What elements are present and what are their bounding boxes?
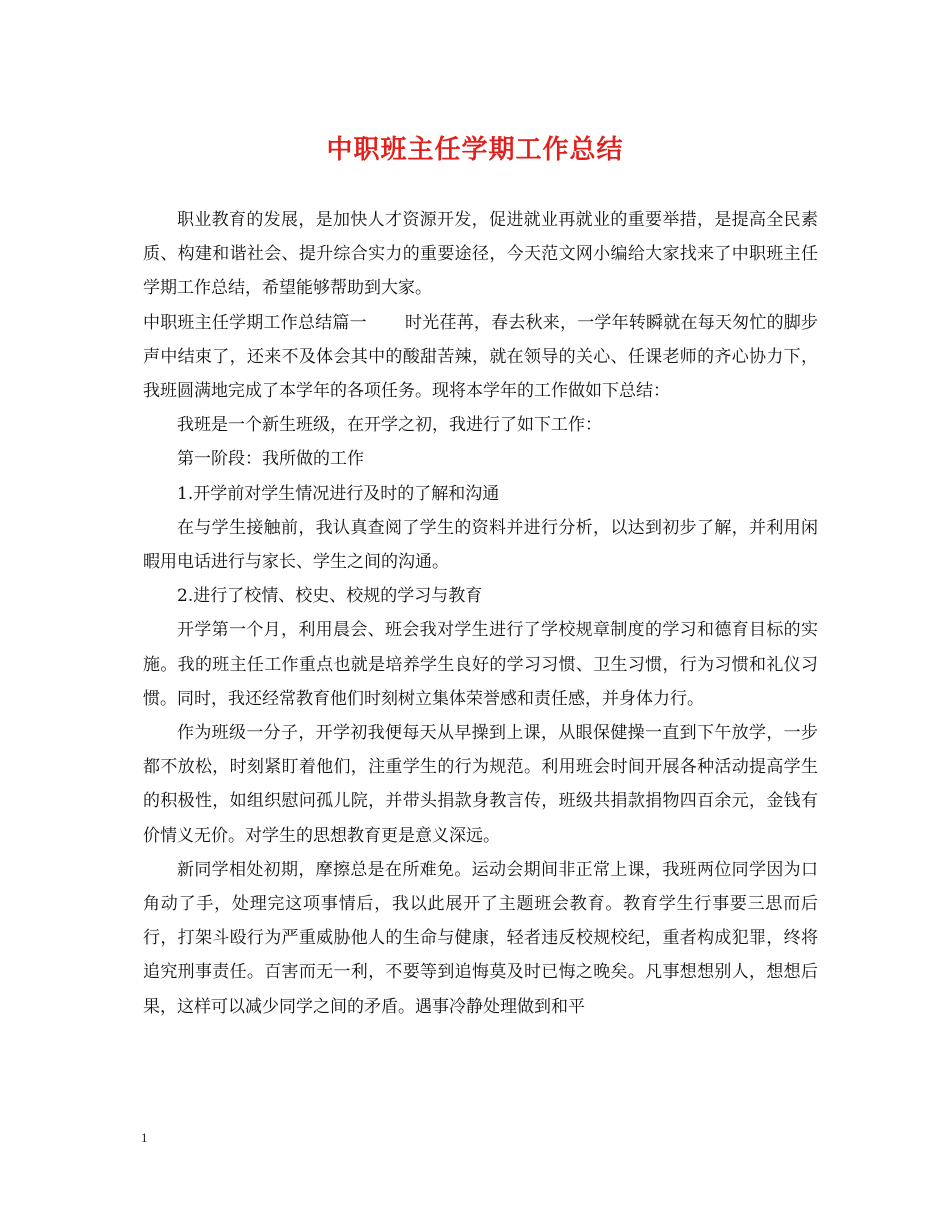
body-paragraph: 在与学生接触前，我认真查阅了学生的资料并进行分析，以达到初步了解，并利用闲暇用电话进行与家长、学生之间的沟通。: [143, 517, 818, 573]
body-paragraph: 我班是一个新生班级，在开学之初，我进行了如下工作：: [177, 415, 602, 436]
body-paragraph: 开学第一个月，利用晨会、班会我对学生进行了学校规章制度的学习和德育目标的实施。我的班主任工作重点也就是培养学生良好的学习习惯、卫生习惯，行为习惯和礼仪习惯。同时，我还经常教育他们时刻树立集体荣誉感和责任感，并身体力行。: [143, 620, 818, 709]
section-heading: 第一阶段：我所做的工作: [177, 449, 364, 470]
list-item-heading: 2.进行了校情、校史、校规的学习与教育: [177, 586, 483, 607]
list-item-heading: 1.开学前对学生情况进行及时的了解和沟通: [177, 483, 500, 504]
body-paragraph: 新同学相处初期，摩擦总是在所难免。运动会期间非正常上课，我班两位同学因为口角动了手，处理完这项事情后，我以此展开了主题班会教育。教育学生行事要三思而后行，打架斗殴行为严重威胁他人的生命与健康，轻者违反校规校纪，重者构成犯罪，终将追究刑事责任。百害而无一利，不要等到追悔莫及时已悔之晚矣。凡事想想别人，想想后果，这样可以减少同学之间的矛盾。遇事冷静处理做到和平: [143, 859, 818, 1017]
intro-paragraph: 职业教育的发展，是加快人才资源开发，促进就业再就业的重要举措，是提高全民素质、构建和谐社会、提升综合实力的重要途径，今天范文网小编给大家找来了中职班主任学期工作总结，希望能够帮助到大家。: [143, 210, 818, 299]
subtitle-text: 时光荏苒，春去秋来，一学年转瞬就在每天匆忙的脚步声中结束了，还来不及体会其中的酸甜苦辣，就在领导的关心、任课老师的齐心协力下，我班圆满地完成了本学年的各项任务。现将本学年的工作做如下总结：: [143, 312, 819, 402]
subtitle-paragraph: [143, 306, 818, 409]
body-paragraph: 作为班级一分子，开学初我便每天从早操到上课，从眼保健操一直到下午放学，一步都不放松，时刻紧盯着他们，注重学生的行为规范。利用班会时间开展各种活动提高学生的积极性，如组织慰问孤儿院，并带头捐款身教言传，班级共捐款捐物四百余元，金钱有价情义无价。对学生的思想教育更是意义深远。: [143, 723, 818, 846]
document-title: 中职班主任学期工作总结: [326, 135, 624, 165]
page-number: 1: [141, 1130, 148, 1145]
subtitle-label: 中职班主任学期工作总结篇一: [143, 312, 367, 333]
document-body: [143, 203, 818, 1024]
